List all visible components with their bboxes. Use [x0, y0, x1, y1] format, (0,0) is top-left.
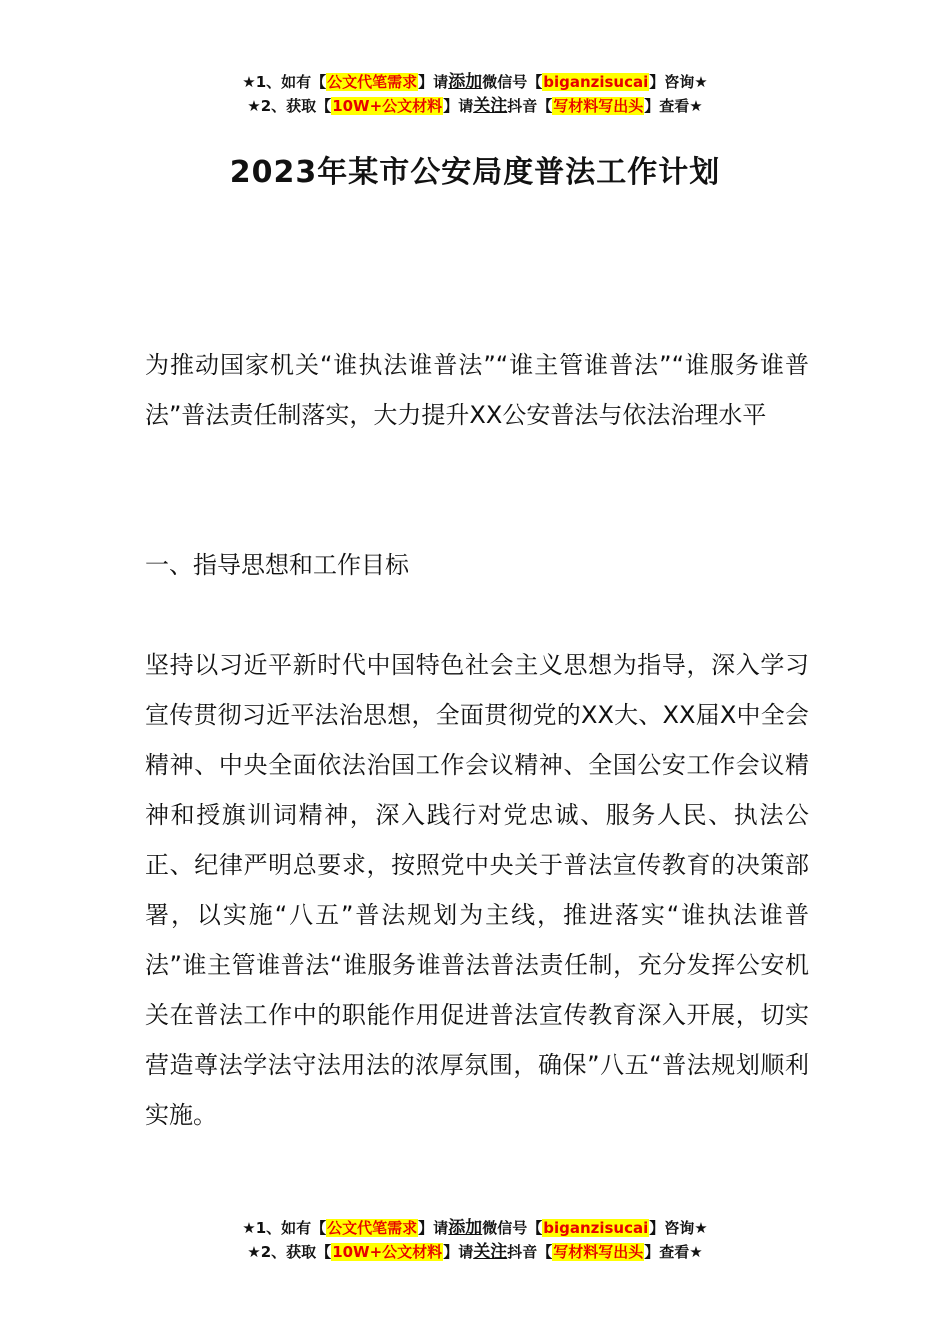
banner-text: 】请 — [443, 1243, 474, 1261]
header-banner — [0, 70, 950, 118]
banner-highlight-wechat: biganzisucai — [543, 73, 649, 91]
banner-highlight-wechat: biganzisucai — [543, 1219, 649, 1237]
banner-line-1 — [0, 1216, 950, 1240]
banner-line-2 — [0, 1240, 950, 1264]
banner-text: 】请 — [418, 73, 449, 91]
document-title: 2023年某市公安局度普法工作计划 — [229, 155, 721, 190]
banner-text: ★1、如有【 — [242, 1219, 327, 1237]
section-heading: 一、指导思想和工作目标 — [145, 551, 409, 579]
banner-text: ★2、获取【 — [247, 1243, 332, 1261]
banner-emphasis: 关注 — [473, 96, 508, 116]
intro-paragraph: 为推动国家机关“谁执法谁普法”“谁主管谁普法”“谁服务谁普法”普法责任制落实，大力提升XX公安普法与依法治理水平 — [145, 351, 809, 429]
banner-text: 】查看★ — [644, 1243, 703, 1261]
banner-line-1 — [0, 70, 950, 94]
banner-text: 】查看★ — [644, 97, 703, 115]
banner-highlight-service: 公文代笔需求 — [327, 73, 418, 91]
banner-text: 】咨询★ — [649, 1219, 708, 1237]
banner-emphasis: 关注 — [473, 1242, 508, 1262]
banner-highlight-materials: 10W+公文材料 — [332, 1243, 443, 1261]
banner-text: 微信号【 — [482, 73, 543, 91]
banner-text: ★2、获取【 — [247, 97, 332, 115]
banner-text: 】请 — [443, 97, 474, 115]
banner-highlight-service: 公文代笔需求 — [327, 1219, 418, 1237]
banner-emphasis: 添加 — [448, 72, 483, 92]
banner-text: 抖音【 — [507, 97, 553, 115]
banner-text: 抖音【 — [507, 1243, 553, 1261]
banner-text: ★1、如有【 — [242, 73, 327, 91]
section-body-paragraph: 坚持以习近平新时代中国特色社会主义思想为指导，深入学习宣传贯彻习近平法治思想，全面贯彻党的XX大、XX届X中全会精神、中央全面依法治国工作会议精神、全国公安工作会议精神和授旗训词精神，深入践行对党忠诚、服务人民、执法公正、纪律严明总要求，按照党中央关于普法宣传教育的决策部署，以实施“八五”普法规划为主线，推进落实“谁执法谁普法”谁主管谁普法“谁服务谁普法普法责任制，充分发挥公安机关在普法工作中的职能作用促进普法宣传教育深入开展，切实营造尊法学法守法用法的浓厚氛围，确保”八五“普法规划顺利实施。 — [145, 651, 809, 1129]
banner-highlight-douyin: 写材料写出头 — [553, 97, 644, 115]
banner-highlight-materials: 10W+公文材料 — [332, 97, 443, 115]
banner-line-2 — [0, 94, 950, 118]
banner-emphasis: 添加 — [448, 1218, 483, 1238]
banner-text: 】请 — [418, 1219, 449, 1237]
banner-text: 微信号【 — [482, 1219, 543, 1237]
banner-text: 】咨询★ — [649, 73, 708, 91]
banner-highlight-douyin: 写材料写出头 — [553, 1243, 644, 1261]
footer-banner — [0, 1216, 950, 1264]
